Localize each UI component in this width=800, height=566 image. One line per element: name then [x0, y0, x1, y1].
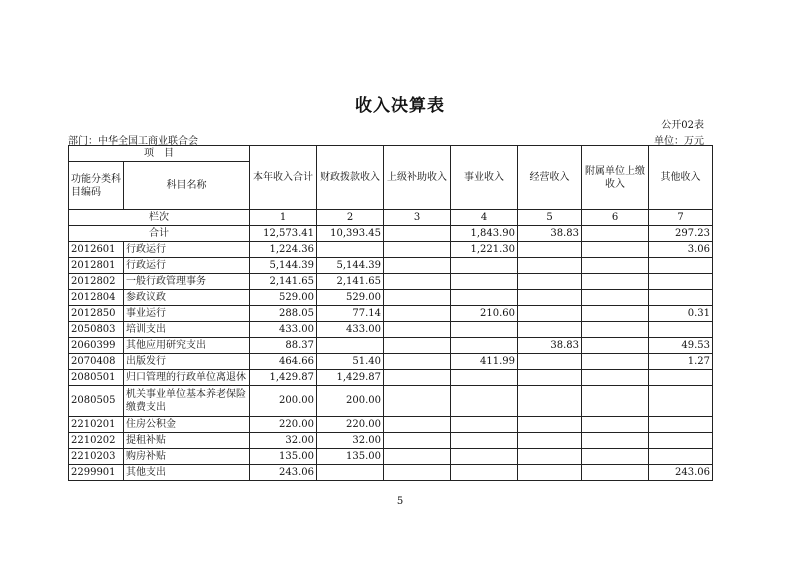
- header-subject-name: 科目名称: [124, 162, 250, 210]
- total-value: 38.83: [518, 226, 582, 242]
- row-value: [582, 433, 649, 449]
- row-value: [518, 258, 582, 274]
- row-value: [518, 242, 582, 258]
- row-value: [649, 274, 713, 290]
- row-value: 288.05: [250, 306, 317, 322]
- table-row: [69, 433, 713, 449]
- row-code: 2210202: [69, 433, 124, 449]
- row-subject-name: 机关事业单位基本养老保险缴费支出: [124, 386, 250, 417]
- total-value: 297.23: [649, 226, 713, 242]
- row-value: [451, 370, 518, 386]
- unit-label: 单位：万元: [654, 136, 704, 147]
- table-row: [69, 465, 713, 481]
- row-value: [582, 449, 649, 465]
- row-value: 1,429.87: [317, 370, 384, 386]
- total-value: 12,573.41: [250, 226, 317, 242]
- row-code: 2012601: [69, 242, 124, 258]
- row-code: 2210201: [69, 417, 124, 433]
- row-value: [582, 354, 649, 370]
- row-value: [582, 290, 649, 306]
- row-value: [451, 274, 518, 290]
- row-value: [518, 433, 582, 449]
- row-subject-name: 事业运行: [124, 306, 250, 322]
- header-col: 本年收入合计: [250, 146, 317, 210]
- row-value: 529.00: [317, 290, 384, 306]
- row-value: [451, 433, 518, 449]
- row-value: 529.00: [250, 290, 317, 306]
- col-index: 7: [649, 210, 713, 226]
- total-value: 10,393.45: [317, 226, 384, 242]
- row-subject-name: 其他支出: [124, 465, 250, 481]
- row-code: 2012801: [69, 258, 124, 274]
- row-value: [582, 258, 649, 274]
- row-value: [582, 338, 649, 354]
- row-value: [384, 290, 451, 306]
- row-code: 2299901: [69, 465, 124, 481]
- row-value: 210.60: [451, 306, 518, 322]
- total-value: [582, 226, 649, 242]
- col-index: 3: [384, 210, 451, 226]
- row-value: [384, 449, 451, 465]
- row-value: [518, 417, 582, 433]
- row-value: [451, 449, 518, 465]
- row-value: [384, 354, 451, 370]
- row-value: [518, 449, 582, 465]
- row-value: [451, 338, 518, 354]
- row-value: 5,144.39: [250, 258, 317, 274]
- row-value: 200.00: [250, 386, 317, 417]
- row-value: 1,224.36: [250, 242, 317, 258]
- row-code: 2050803: [69, 322, 124, 338]
- header-col: 经营收入: [518, 146, 582, 210]
- total-value: 1,843.90: [451, 226, 518, 242]
- row-subject-name: 归口管理的行政单位离退休: [124, 370, 250, 386]
- row-value: [649, 370, 713, 386]
- row-value: 1,429.87: [250, 370, 317, 386]
- row-value: [649, 386, 713, 417]
- row-subject-name: 培训支出: [124, 322, 250, 338]
- row-subject-name: 购房补贴: [124, 449, 250, 465]
- row-value: [649, 322, 713, 338]
- header-item-group: 项 目: [69, 146, 250, 162]
- income-table: [68, 145, 713, 481]
- row-value: 88.37: [250, 338, 317, 354]
- header-col: 事业收入: [451, 146, 518, 210]
- row-value: [317, 465, 384, 481]
- row-subject-name: 行政运行: [124, 258, 250, 274]
- row-value: [518, 370, 582, 386]
- row-value: 49.53: [649, 338, 713, 354]
- row-value: [384, 465, 451, 481]
- table-row: [69, 258, 713, 274]
- row-value: 1,221.30: [451, 242, 518, 258]
- table-row: [69, 370, 713, 386]
- row-value: [649, 290, 713, 306]
- header-col: 附属单位上缴收入: [582, 146, 649, 210]
- header-col: 财政拨款收入: [317, 146, 384, 210]
- row-subject-name: 其他应用研究支出: [124, 338, 250, 354]
- table-row: [69, 322, 713, 338]
- row-value: [317, 338, 384, 354]
- row-value: [384, 322, 451, 338]
- row-value: 135.00: [317, 449, 384, 465]
- row-value: 32.00: [317, 433, 384, 449]
- row-value: 3.06: [649, 242, 713, 258]
- row-value: [384, 417, 451, 433]
- row-code: 2012804: [69, 290, 124, 306]
- row-value: 0.31: [649, 306, 713, 322]
- table-row: [69, 417, 713, 433]
- row-value: [451, 322, 518, 338]
- row-value: [518, 306, 582, 322]
- row-value: [582, 465, 649, 481]
- table-row: [69, 386, 713, 417]
- row-value: [582, 242, 649, 258]
- col-index: 1: [250, 210, 317, 226]
- department-label: 部门：中华全国工商业联合会: [68, 136, 198, 147]
- table-row: [69, 306, 713, 322]
- row-value: 77.14: [317, 306, 384, 322]
- total-label: 合计: [69, 226, 250, 242]
- row-value: 200.00: [317, 386, 384, 417]
- table-row: [69, 242, 713, 258]
- row-value: 2,141.65: [250, 274, 317, 290]
- row-value: 5,144.39: [317, 258, 384, 274]
- page-title: 收入决算表: [355, 96, 445, 116]
- row-code: 2210203: [69, 449, 124, 465]
- table-row: [69, 338, 713, 354]
- row-value: [384, 386, 451, 417]
- total-value: [384, 226, 451, 242]
- header-col: 其他收入: [649, 146, 713, 210]
- row-value: [649, 449, 713, 465]
- row-value: [518, 322, 582, 338]
- row-value: [582, 306, 649, 322]
- table-row: [69, 290, 713, 306]
- row-value: 32.00: [250, 433, 317, 449]
- row-value: [451, 417, 518, 433]
- row-value: [518, 465, 582, 481]
- row-value: [518, 274, 582, 290]
- row-subject-name: 提租补贴: [124, 433, 250, 449]
- row-value: [451, 258, 518, 274]
- page-number: 5: [396, 496, 404, 507]
- row-value: [451, 465, 518, 481]
- form-number: 公开02表: [661, 120, 704, 131]
- row-value: 243.06: [250, 465, 317, 481]
- row-value: [384, 258, 451, 274]
- row-code: 2012850: [69, 306, 124, 322]
- row-value: 51.40: [317, 354, 384, 370]
- row-value: [317, 242, 384, 258]
- row-value: [384, 242, 451, 258]
- header-col: 上级补助收入: [384, 146, 451, 210]
- table-row: [69, 449, 713, 465]
- row-value: [582, 417, 649, 433]
- row-subject-name: 行政运行: [124, 242, 250, 258]
- row-subject-name: 住房公积金: [124, 417, 250, 433]
- row-value: 2,141.65: [317, 274, 384, 290]
- row-value: [384, 306, 451, 322]
- row-value: [582, 370, 649, 386]
- row-code: 2080501: [69, 370, 124, 386]
- row-code: 2060399: [69, 338, 124, 354]
- row-value: [649, 258, 713, 274]
- row-value: [384, 274, 451, 290]
- col-index: 4: [451, 210, 518, 226]
- header-func-code: 功能分类科目编码: [69, 162, 124, 210]
- col-index-label: 栏次: [69, 210, 250, 226]
- row-value: [518, 386, 582, 417]
- row-value: [649, 433, 713, 449]
- row-value: [451, 290, 518, 306]
- row-code: 2012802: [69, 274, 124, 290]
- row-value: 464.66: [250, 354, 317, 370]
- row-value: [582, 386, 649, 417]
- row-value: 433.00: [250, 322, 317, 338]
- row-subject-name: 一般行政管理事务: [124, 274, 250, 290]
- row-value: [582, 322, 649, 338]
- row-value: 243.06: [649, 465, 713, 481]
- row-value: [518, 354, 582, 370]
- row-value: [649, 417, 713, 433]
- row-value: 220.00: [250, 417, 317, 433]
- table-row: [69, 274, 713, 290]
- row-value: [582, 274, 649, 290]
- row-code: 2070408: [69, 354, 124, 370]
- row-value: 38.83: [518, 338, 582, 354]
- col-index: 5: [518, 210, 582, 226]
- row-value: [384, 370, 451, 386]
- col-index: 6: [582, 210, 649, 226]
- row-code: 2080505: [69, 386, 124, 417]
- row-value: 220.00: [317, 417, 384, 433]
- row-value: [384, 338, 451, 354]
- row-subject-name: 出版发行: [124, 354, 250, 370]
- row-value: 411.99: [451, 354, 518, 370]
- row-value: 1.27: [649, 354, 713, 370]
- row-value: [451, 386, 518, 417]
- row-value: 433.00: [317, 322, 384, 338]
- col-index: 2: [317, 210, 384, 226]
- row-value: 135.00: [250, 449, 317, 465]
- row-value: [518, 290, 582, 306]
- row-value: [384, 433, 451, 449]
- table-row: [69, 354, 713, 370]
- row-subject-name: 参政议政: [124, 290, 250, 306]
